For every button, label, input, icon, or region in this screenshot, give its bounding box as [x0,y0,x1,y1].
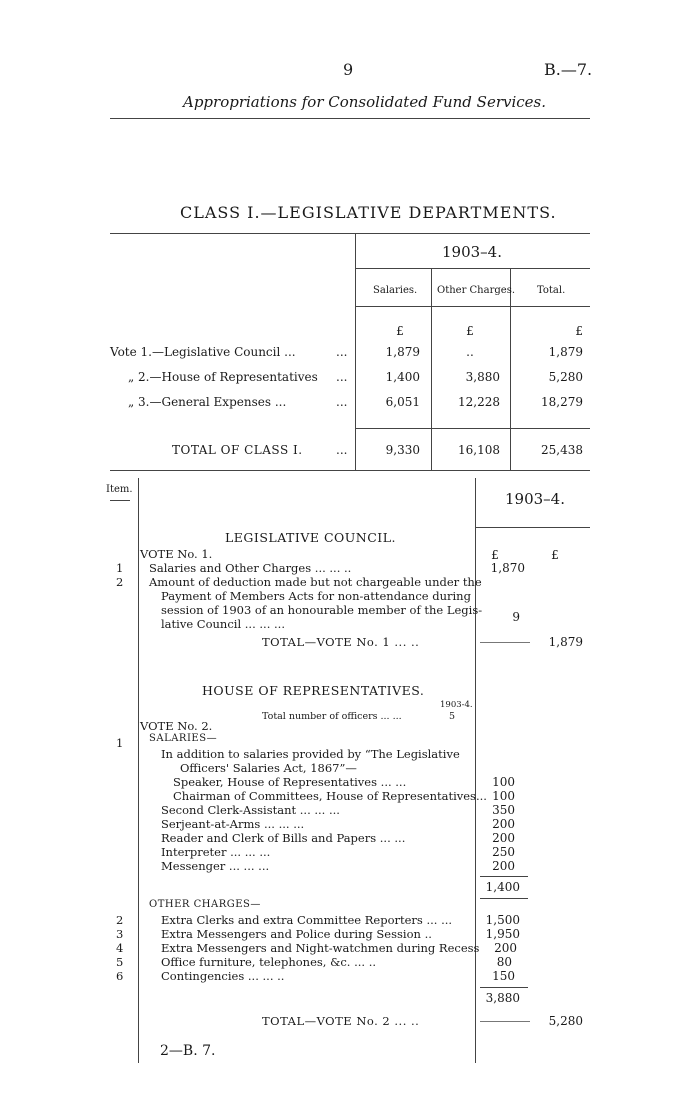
item-amount: 9 [512,610,520,624]
detail-year: 1903–4. [505,490,565,508]
summary-top-rule [110,233,590,234]
item-text: lative Council ... ... ... [161,617,285,631]
other-subtotal-rule [480,987,528,988]
vote-2-total: 5,280 [548,1014,583,1028]
page-number: 9 [343,60,354,79]
summary-col-total: Total. [537,285,566,296]
legislative-council-title: LEGISLATIVE COUNCIL. [225,530,397,545]
item-number: 5 [116,955,124,969]
salary-amount: 100 [492,789,515,803]
lc-currency-2: £ [551,548,559,562]
salary-label: Speaker, House of Representatives ... ... [173,775,407,789]
vote-other: 12,228 [458,395,500,409]
vote-1-heading: VOTE No. 1. [140,547,213,561]
summary-currency-salaries: £ [396,324,404,338]
vote-1-total: 1,879 [548,635,583,649]
salary-amount: 200 [492,817,515,831]
other-label: Contingencies ... ... .. [161,969,285,983]
vote-1-total-label: TOTAL—VOTE No. 1 ... .. [262,635,420,649]
salaries-subtotal-under-rule [480,898,528,899]
salary-amount: 250 [492,845,515,859]
other-label: Extra Messengers and Police during Session .. [161,927,432,941]
salaries-intro: Officers' Salaries Act, 1867”— [180,761,357,775]
vote-dots: ... [336,370,348,384]
vote-total: 18,279 [541,395,583,409]
vote-dots: ... [336,395,348,409]
summary-year: 1903–4. [442,243,502,261]
item-number: 4 [116,941,124,955]
item-header-rule [110,500,130,501]
salary-amount: 200 [492,831,515,845]
vote-other: 3,880 [465,370,500,384]
summary-col-divider-3 [510,268,511,470]
item-number: 2 [116,913,124,927]
vote-label: „ 2.—House of Representatives [128,370,318,384]
vote-2-total-label: TOTAL—VOTE No. 2 ... .. [262,1014,420,1028]
salary-amount: 100 [492,775,515,789]
vote-2-heading: VOTE No. 2. [140,719,213,733]
vote-salaries: 1,879 [385,345,420,359]
document-ref: B.—7. [544,60,593,79]
item-text: Amount of deduction made but not chargeable under the [149,575,482,589]
total-dots: ... [336,443,348,457]
summary-col-other: Other Charges. [437,285,515,296]
footer-signature: 2—B. 7. [160,1043,216,1059]
summary-colhead-rule [356,306,590,307]
vote-other: .. [466,345,474,359]
summary-col-divider-2 [431,268,432,470]
salary-amount: 200 [492,859,515,873]
vote-label: Vote 1.—Legislative Council ... [110,345,296,359]
summary-total-rule [356,428,590,429]
item-text: session of 1903 of an honourable member of the Legis- [161,603,483,617]
other-amount: 200 [494,941,517,955]
header-rule [110,118,590,119]
salaries-subtotal-rule [480,876,528,877]
salary-amount: 350 [492,803,515,817]
item-col-divider [138,478,139,1063]
item-header: Item. [106,484,133,495]
vote-label: „ 3.—General Expenses ... [128,395,287,409]
item-amount: 1,870 [490,561,525,575]
officers-year: 1903-4. [440,700,473,710]
detail-year-rule [476,527,590,528]
total-total: 25,438 [541,443,583,457]
salaries-intro: In addition to salaries provided by “The Legislative [161,747,460,761]
vote-2-total-dash [480,1021,530,1022]
other-label: Extra Clerks and extra Committee Reporters ... ... [161,913,453,927]
vote-total: 5,280 [548,370,583,384]
salary-label: Chairman of Committees, House of Representatives... [173,789,487,803]
other-amount: 150 [492,969,515,983]
total-other: 16,108 [458,443,500,457]
vote-1-total-dash [480,642,530,643]
item-text: Salaries and Other Charges ... ... .. [149,561,352,575]
item-text: Payment of Members Acts for non-attendance during [161,589,471,603]
summary-year-rule [356,268,590,269]
officers-label: Total number of officers ... ... [262,711,402,722]
total-salaries: 9,330 [385,443,420,457]
vote-total: 1,879 [548,345,583,359]
vote-salaries: 1,400 [385,370,420,384]
other-amount: 80 [496,955,512,969]
amount-col-divider [475,478,476,1063]
vote-dots: ... [336,345,348,359]
item-number: 6 [116,969,124,983]
summary-currency-total: £ [575,324,583,338]
salaries-heading: SALARIES— [149,733,218,744]
summary-bottom-rule [110,470,590,471]
class-title: CLASS I.—LEGISLATIVE DEPARTMENTS. [180,203,557,222]
other-subtotal: 3,880 [485,991,520,1005]
lc-currency-1: £ [491,548,499,562]
other-amount: 1,950 [485,927,520,941]
salary-label: Interpreter ... ... ... [161,845,271,859]
other-label: Office furniture, telephones, &c. ... .. [161,955,377,969]
salaries-subtotal: 1,400 [485,880,520,894]
other-label: Extra Messengers and Night-watchmen during Recess [161,941,480,955]
item-number: 1 [116,561,124,575]
summary-col-salaries: Salaries. [373,285,418,296]
other-charges-heading: OTHER CHARGES— [149,899,261,910]
vote-salaries: 6,051 [385,395,420,409]
summary-currency-other: £ [466,324,474,338]
salary-label: Serjeant-at-Arms ... ... ... [161,817,305,831]
salary-label: Reader and Clerk of Bills and Papers ... ... [161,831,406,845]
officers-count: 5 [449,711,456,722]
item-number: 2 [116,575,124,589]
salary-label: Messenger ... ... ... [161,859,270,873]
salaries-item-number: 1 [116,736,124,750]
total-label: TOTAL OF CLASS I. [172,443,303,457]
house-title: HOUSE OF REPRESENTATIVES. [202,683,425,698]
page-subtitle: Appropriations for Consolidated Fund Services. [183,93,547,111]
other-amount: 1,500 [485,913,520,927]
salary-label: Second Clerk-Assistant ... ... ... [161,803,340,817]
item-number: 3 [116,927,124,941]
summary-col-divider-1 [355,233,356,470]
